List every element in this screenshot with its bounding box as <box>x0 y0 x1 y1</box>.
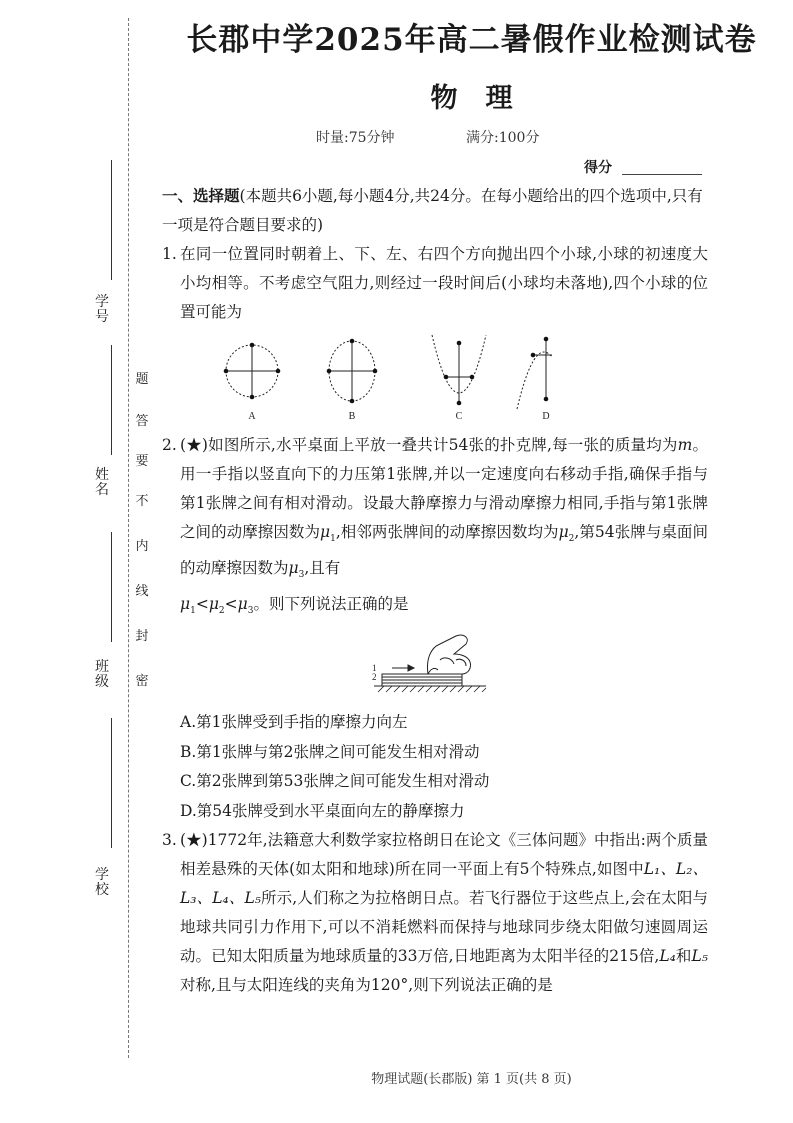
class-field-line <box>111 532 112 642</box>
warning-char: 密 <box>135 674 149 689</box>
question-text: 和 <box>675 947 692 966</box>
question-number: 3. <box>162 831 177 850</box>
mass-symbol: m <box>677 436 693 454</box>
mu2-symbol: $\mu_2$ <box>558 523 575 545</box>
mu2-symbol: $\mu_2$ <box>208 595 225 617</box>
student-id-field-line <box>111 160 112 280</box>
exam-duration: 时量:75分钟 <box>316 130 395 146</box>
option-d: D.第54张牌受到水平桌面向左的静摩擦力 <box>180 801 465 820</box>
page-footer: 物理试题(长郡版) 第 1 页(共 8 页) <box>371 1072 572 1087</box>
mu1-symbol: $\mu_1$ <box>320 523 336 545</box>
question-number: 2. <box>162 436 177 454</box>
name-field-line <box>111 345 112 455</box>
option-b: B.第1张牌与第2张牌之间可能发生相对滑动 <box>180 742 480 761</box>
section-heading: 一、选择题(本题共6小题,每小题4分,共24分。在每小题给出的四个选项中,只有一项是符合题目要求的) <box>162 186 703 234</box>
figure-label-d: D <box>542 411 550 422</box>
seal-dashed-line <box>128 18 129 1058</box>
score-label: 得分 <box>584 160 612 176</box>
exam-title: 长郡中学2025年高二暑假作业检测试卷 <box>186 22 757 58</box>
figure-label-a: A <box>248 411 256 422</box>
question-text: ,第54张牌与桌面间的动摩擦因数为 <box>180 523 708 578</box>
question-star: (★) <box>180 831 208 850</box>
subject-title: 物理 <box>430 83 541 114</box>
question-text: 如图所示,水平桌面上平放一叠共计54张的扑克牌,每一张的质量均为 <box>207 436 678 454</box>
score-blank <box>622 174 702 175</box>
school-label: 学校 <box>95 867 109 898</box>
warning-char: 题 <box>135 372 149 387</box>
mu1-symbol: $\mu_1$ <box>180 595 196 617</box>
name-label: 姓名 <box>95 467 109 498</box>
student-id-label: 学号 <box>95 294 109 325</box>
question-text: 。用一手指以竖直向下的力压第1张牌,并以一定速度向右移动手指,确保手指与第1张牌之间有相对滑动。设最大静摩擦力与滑动摩擦力相同,手指与第1张牌之间的动摩擦因数为 <box>180 436 708 541</box>
q1-trajectory-figures <box>222 333 552 423</box>
figure-label-b: B <box>348 411 356 422</box>
card-label-1: 1 <box>372 663 377 674</box>
question-star: (★) <box>180 436 208 454</box>
warning-char: 封 <box>135 629 149 644</box>
less-than: < <box>224 595 238 614</box>
lagrange-points: L₁、L₂、L₃、L₄、L₅ <box>180 860 708 908</box>
warning-char: 线 <box>135 584 149 599</box>
card-label-2: 2 <box>372 672 377 683</box>
less-than: < <box>195 595 209 614</box>
l4-symbol: L₄ <box>659 947 676 966</box>
q2-card-stack-figure <box>368 630 498 702</box>
question-2 <box>158 431 708 626</box>
question-text: 。则下列说法正确的是 <box>253 595 409 614</box>
school-field-line <box>111 718 112 848</box>
option-c: C.第2张牌到第53张牌之间可能发生相对滑动 <box>180 772 490 791</box>
question-3 <box>158 826 708 1000</box>
question-text: ,且有 <box>304 559 341 578</box>
mu3-symbol: $\mu_3$ <box>237 595 254 617</box>
exam-full-score: 满分:100分 <box>466 130 540 146</box>
figure-label-c: C <box>455 411 463 422</box>
option-a: A.第1张牌受到手指的摩擦力向左 <box>180 713 408 732</box>
question-number: 1. <box>162 245 177 263</box>
section-instructions: (本题共6小题,每小题4分,共24分。在每小题给出的四个选项中,只有一项是符合题目要求的) <box>162 187 703 234</box>
class-label: 班级 <box>95 659 109 690</box>
question-text: ,相邻两张牌间的动摩擦因数均为 <box>335 523 559 541</box>
warning-char: 内 <box>135 539 149 554</box>
exam-content <box>158 181 708 1000</box>
l5-symbol: L₅ <box>691 947 708 966</box>
mu3-symbol: $\mu_3$ <box>288 559 305 581</box>
question-text: 1772年,法籍意大利数学家拉格朗日在论文《三体问题》中指出:两个质量相差悬殊的天体(如太阳和地球)所在同一平面上有5个特殊点,如图中 <box>180 831 708 879</box>
question-text: 对称,且与太阳连线的夹角为120°,则下列说法正确的是 <box>180 976 553 995</box>
warning-char: 要 <box>135 454 149 469</box>
question-text: 所示,人们称之为拉格朗日点。若飞行器位于这些点上,会在太阳与地球共同引力作用下,可以不消耗燃料而保持与地球同步绕太阳做匀速圆周运动。已知太阳质量为地球质量的33万倍,日地距离为太阳半径的215倍, <box>180 889 708 966</box>
warning-char: 答 <box>135 414 149 429</box>
warning-char: 不 <box>135 494 149 509</box>
binding-margin <box>0 0 150 1123</box>
question-text: 在同一位置同时朝着上、下、左、右四个方向抛出四个小球,小球的初速度大小均相等。不考虑空气阻力,则经过一段时间后(小球均未落地),四个小球的位置可能为 <box>180 245 708 321</box>
question-1 <box>158 240 708 327</box>
